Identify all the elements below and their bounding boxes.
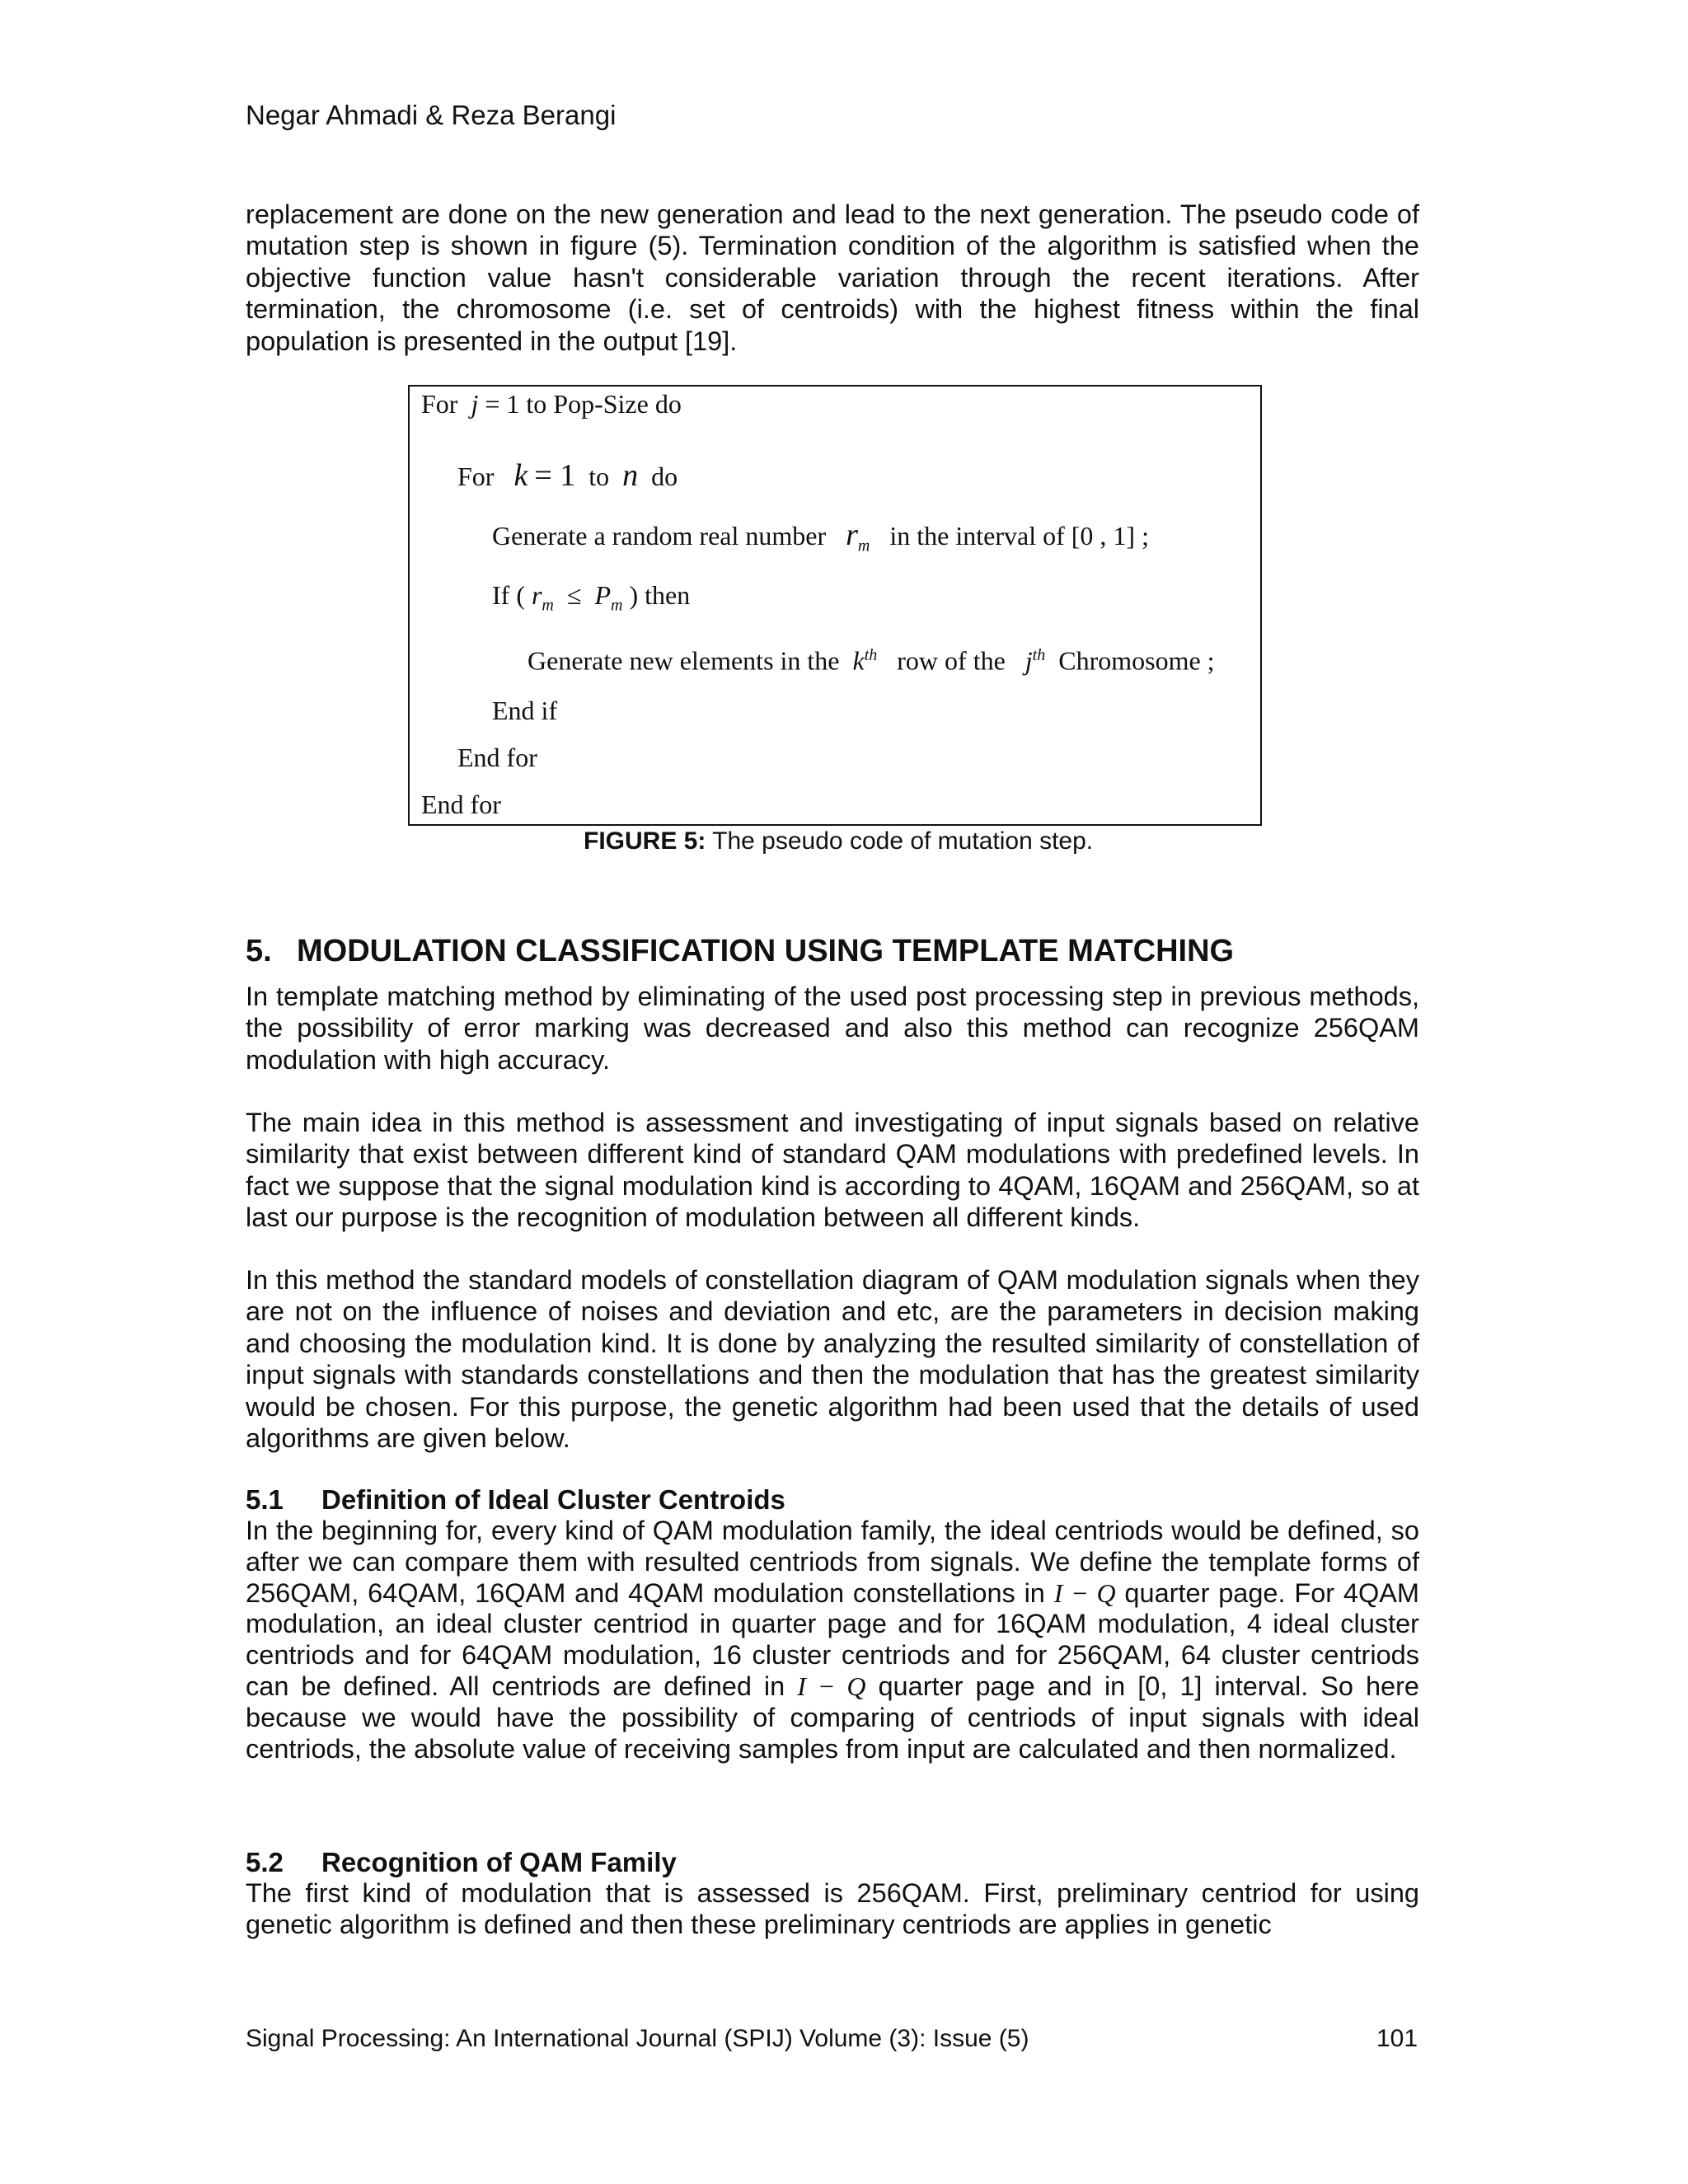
section-5-paragraph-2: The main idea in this method is assessment and investigating of input signals based on relative similarity that exist between different kind of standard QAM modulations with predefined levels. In fact we suppose that the signal modulation kind is according to 4QAM, 16QAM and 256QAM, so at last our purpose is the recognition of modulation between all different kinds. xyxy=(246,1108,1419,1233)
figure-5-caption: FIGURE 5: The pseudo code of mutation step. xyxy=(584,827,1094,855)
footer-page-number: 101 xyxy=(1376,2025,1418,2052)
pseudo-line-for-j: For j = 1 to Pop-Size do xyxy=(421,389,682,419)
pseudo-line-generate-new: Generate new elements in the $k^{th}$ row of the $j^{th}$ Chromosome ; xyxy=(528,645,1215,676)
section-5-1-paragraph: In the beginning for, every kind of QAM modulation family, the ideal centriods would be defined, so after we can compare them with resulted centriods from signals. We define the template forms of 256QAM, 64QAM, 16QAM and 4QAM modulation constellations in I − Q quarter page. For 4QAM modulation, an ideal cluster centriod in quarter page and for 16QAM modulation, 4 ideal cluster centriods and for 64QAM modulation, 16 cluster centriods and for 256QAM, 64 cluster centriods can be defined. All centriods are defined in I − Q quarter page and in [0, 1] interval. So here because we would have the possibility of comparing of centriods of input signals with ideal centriods, the absolute value of receiving samples from input are calculated and then normalized. xyxy=(246,1516,1420,1764)
pseudo-line-end-if: End if xyxy=(492,696,558,725)
footer-journal: Signal Processing: An International Journal (SPIJ) Volume (3): Issue (5) xyxy=(246,2025,1029,2052)
iq-symbol: I − Q xyxy=(797,1671,866,1701)
section-5-2-paragraph: The first kind of modulation that is assessed is 256QAM. First, preliminary centriod for using genetic algorithm is defined and then these preliminary centriods are applies in genetic xyxy=(246,1878,1419,1940)
intro-paragraph: replacement are done on the new generation and lead to the next generation. The pseudo code of mutation step is shown in figure (5). Termination condition of the algorithm is satisfied when the objective function value hasn't considerable variation through the recent iterations. After termination, the chromosome (i.e. set of centroids) with the highest fitness within the final population is presented in the output [19]. xyxy=(246,199,1419,356)
pseudo-line-for-k: For k = 1 to n do xyxy=(457,458,678,493)
section-5-heading: 5. MODULATION CLASSIFICATION USING TEMPLATE MATCHING xyxy=(246,934,1235,968)
section-5-paragraph-3: In this method the standard models of constellation diagram of QAM modulation signals when they are not on the influence of noises and deviation and etc, are the parameters in decision making and choosing the modulation kind. It is done by analyzing the resulted similarity of constellation of input signals with standards constellations and then the modulation that has the greatest similarity would be chosen. For this purpose, the genetic algorithm had been used that the details of used algorithms are given below. xyxy=(246,1265,1419,1454)
section-5-paragraph-1: In template matching method by eliminating of the used post processing step in previous methods, the possibility of error marking was decreased and also this method can recognize 256QAM modulation with high accuracy. xyxy=(246,982,1419,1075)
iq-symbol: I − Q xyxy=(1053,1577,1116,1608)
section-5-1-heading: 5.1 Definition of Ideal Cluster Centroids xyxy=(246,1484,785,1515)
section-5-2-heading: 5.2 Recognition of QAM Family xyxy=(246,1847,677,1877)
pseudo-line-end-for-inner: End for xyxy=(457,743,537,772)
running-header: Negar Ahmadi & Reza Berangi xyxy=(246,100,617,130)
pseudo-line-end-for-outer: End for xyxy=(421,790,501,819)
figure-5-pseudocode-box xyxy=(408,385,1262,826)
pseudo-line-generate-random: Generate a random real number $r_m$ in the interval of [0 , 1] ; xyxy=(492,518,1149,555)
pseudo-line-if: If ( $r_m \le P_m$ ) then xyxy=(492,580,691,615)
